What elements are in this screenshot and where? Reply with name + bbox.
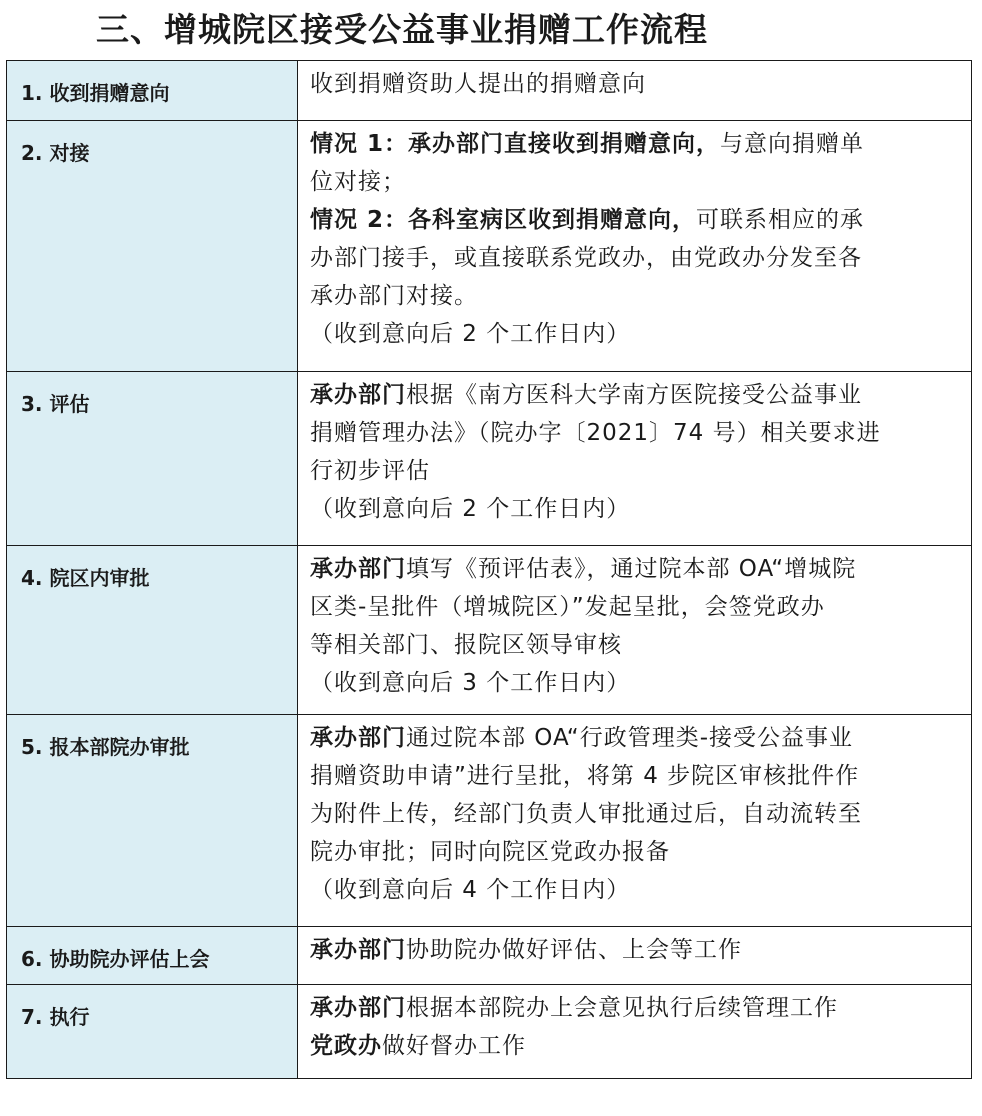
table-row [7,372,972,546]
step-detail [298,985,972,1079]
detail-line: 承办部门根据《南方医科大学南方医院接受公益事业 [310,382,862,408]
donation-process-table [6,60,972,1079]
step-label: 6. 协助院办评估上会 [7,927,298,985]
detail-line: 情况 2：各科室病区收到捐赠意向，可联系相应的承 [310,207,865,233]
table-row [7,121,972,372]
table-row [7,546,972,715]
step-detail [298,121,972,372]
step-detail [298,715,972,927]
table-row [7,61,972,121]
table-row [7,927,972,985]
table-row [7,715,972,927]
detail-line: （收到意向后 2 个工作日内） [310,496,631,522]
detail-line: 捐赠资助申请”进行呈批，将第 4 步院区审核批件作 [310,763,860,789]
detail-line: 区类-呈批件（增城院区）”发起呈批，会签党政办 [310,594,825,620]
step-label: 3. 评估 [7,372,298,546]
detail-line: （收到意向后 4 个工作日内） [310,877,631,903]
detail-line: （收到意向后 2 个工作日内） [310,321,631,347]
step-label: 5. 报本部院办审批 [7,715,298,927]
step-label: 4. 院区内审批 [7,546,298,715]
detail-line: 党政办做好督办工作 [310,1033,526,1059]
detail-line: 办部门接手，或直接联系党政办，由党政办分发至各 [310,245,862,271]
detail-line: 行初步评估 [310,458,430,484]
step-detail [298,61,972,121]
detail-line: 位对接； [310,169,406,195]
step-label: 2. 对接 [7,121,298,372]
step-detail [298,927,972,985]
detail-line: 等相关部门、报院区领导审核 [310,632,622,658]
detail-line: 承办部门根据本部院办上会意见执行后续管理工作 [310,995,838,1021]
detail-line: 收到捐赠资助人提出的捐赠意向 [310,71,646,97]
step-label: 1. 收到捐赠意向 [7,61,298,121]
detail-line: （收到意向后 3 个工作日内） [310,670,631,696]
detail-line: 情况 1：承办部门直接收到捐赠意向，与意向捐赠单 [310,131,865,157]
detail-line: 为附件上传，经部门负责人审批通过后，自动流转至 [310,801,862,827]
step-detail [298,372,972,546]
step-detail [298,546,972,715]
detail-line: 捐赠管理办法》（院办字〔2021〕74 号）相关要求进 [310,420,881,446]
detail-line: 承办部门通过院本部 OA“行政管理类-接受公益事业 [310,725,853,751]
page-title: 三、增城院区接受公益事业捐赠工作流程 [96,10,708,49]
step-label: 7. 执行 [7,985,298,1079]
detail-line: 院办审批；同时向院区党政办报备 [310,839,670,865]
table-row [7,985,972,1079]
detail-line: 承办部门协助院办做好评估、上会等工作 [310,937,742,963]
detail-line: 承办部门填写《预评估表》，通过院本部 OA“增城院 [310,556,857,582]
detail-line: 承办部门对接。 [310,283,478,309]
